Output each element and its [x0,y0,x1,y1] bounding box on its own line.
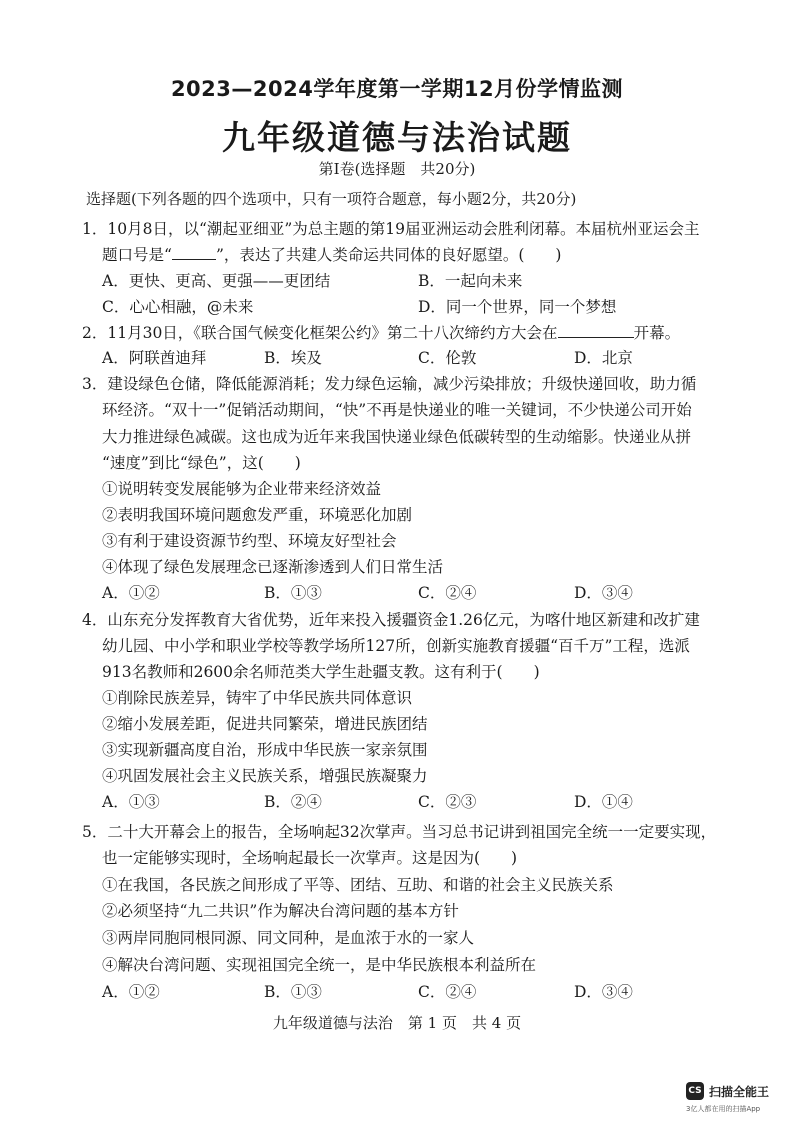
exam-subject-title: 九年级道德与法治试题 [222,118,572,157]
option-a: A．①③ [102,793,160,811]
statement-2: ②表明我国环境问题愈发严重，环境恶化加剧 [102,506,413,524]
question-stem-line: 913名教师和2600余名师范类大学生赴疆支教。这有利于( ) [102,663,540,681]
option-d: D．③④ [574,983,633,1001]
option-c: C．②③ [418,793,477,811]
option-b: B．②④ [264,793,322,811]
question-stem-line: 4．山东充分发挥教育大省优势，近年来投入援疆资金1.26亿元，为喀什地区新建和改扩建 [82,611,700,629]
camscanner-logo-icon: CS [686,1082,704,1100]
section-instructions: 选择题(下列各题的四个选项中，只有一项符合题意，每小题2分，共20分) [86,190,577,208]
option-d: D．③④ [574,584,633,602]
question-stem-line: “速度”到比“绿色”，这( ) [102,454,301,472]
part-heading: 第Ⅰ卷(选择题 共20分) [318,160,476,178]
question-stem-line: 幼儿园、中小学和职业学校等教学场所127所，创新实施教育援疆“百千万”工程，选派 [102,637,690,655]
option-b: B．①③ [264,983,322,1001]
option-b: B．①③ [264,584,322,602]
statement-3: ③有利于建设资源节约型、环境友好型社会 [102,532,397,550]
option-a: A．①② [102,983,160,1001]
question-stem-text: ”，表达了共建人类命运共同体的良好愿望。( ) [215,246,562,264]
question-stem-text: 开幕。 [633,324,681,342]
page-footer: 九年级道德与法治 第 1 页 共 4 页 [272,1014,522,1032]
scanner-app-name: 扫描全能王 [709,1084,770,1099]
answer-blank [172,244,216,261]
option-b: B．一起向未来 [418,272,523,290]
scanner-tagline: 3亿人都在用的扫描App [686,1105,761,1113]
option-c: C．伦敦 [418,349,477,367]
statement-3: ③两岸同胞同根同源、同文同种，是血浓于水的一家人 [102,929,475,947]
option-d: D．同一个世界，同一个梦想 [418,298,617,316]
option-a: A．①② [102,584,160,602]
question-stem-line: 1．10月8日，以“潮起亚细亚”为总主题的第19届亚洲运动会胜利闭幕。本届杭州亚运会主 [82,220,700,238]
statement-2: ②必须坚持“九二共识”作为解决台湾问题的基本方针 [102,902,459,920]
option-c: C．②④ [418,983,477,1001]
exam-period-title: 2023—2024学年度第一学期12月份学情监测 [170,77,624,101]
option-a: A．更快、更高、更强——更团结 [102,272,331,290]
statement-1: ①说明转变发展能够为企业带来经济效益 [102,480,382,498]
question-stem-line [82,321,680,343]
statement-4: ④体现了绿色发展理念已逐渐渗透到人们日常生活 [102,558,444,576]
question-stem-line: 大力推进绿色减碳。这也成为近年来我国快递业绿色低碳转型的生动缩影。快递业从拼 [102,428,692,446]
statement-4: ④巩固发展社会主义民族关系，增强民族凝聚力 [102,767,428,785]
statement-1: ①削除民族差异，铸牢了中华民族共同体意识 [102,689,413,707]
question-stem-line: 环经济。“双十一”促销活动期间，“快”不再是快递业的唯一关键词，不少快递公司开始 [102,401,692,419]
option-c: C．心心相融，@未来 [102,298,254,316]
statement-2: ②缩小发展差距，促进共同繁荣，增进民族团结 [102,715,428,733]
question-stem-text: 2．11月30日，《联合国气候变化框架公约》第二十八次缔约方大会在 [82,324,558,342]
question-stem-line [102,243,561,265]
question-stem-line: 也一定能够实现时，全场响起最长一次掌声。这是因为( ) [102,849,518,867]
answer-blank [558,322,634,339]
option-d: D．①④ [574,793,633,811]
question-stem-text: 题口号是“ [102,246,172,264]
statement-4: ④解决台湾问题、实现祖国完全统一，是中华民族根本利益所在 [102,956,537,974]
question-stem-line: 3．建设绿色仓储，降低能源消耗；发力绿色运输，减少污染排放；升级快递回收，助力循 [82,375,697,393]
question-stem-line: 5．二十大开幕会上的报告，全场响起32次掌声。当习总书记讲到祖国完全统一一定要实现， [82,823,717,841]
scanner-watermark [686,1082,769,1100]
statement-3: ③实现新疆高度自治，形成中华民族一家亲氛围 [102,741,428,759]
statement-1: ①在我国，各民族之间形成了平等、团结、互助、和谐的社会主义民族关系 [102,876,614,894]
option-b: B．埃及 [264,349,322,367]
option-c: C．②④ [418,584,477,602]
option-d: D．北京 [574,349,633,367]
option-a: A．阿联酋迪拜 [102,349,207,367]
